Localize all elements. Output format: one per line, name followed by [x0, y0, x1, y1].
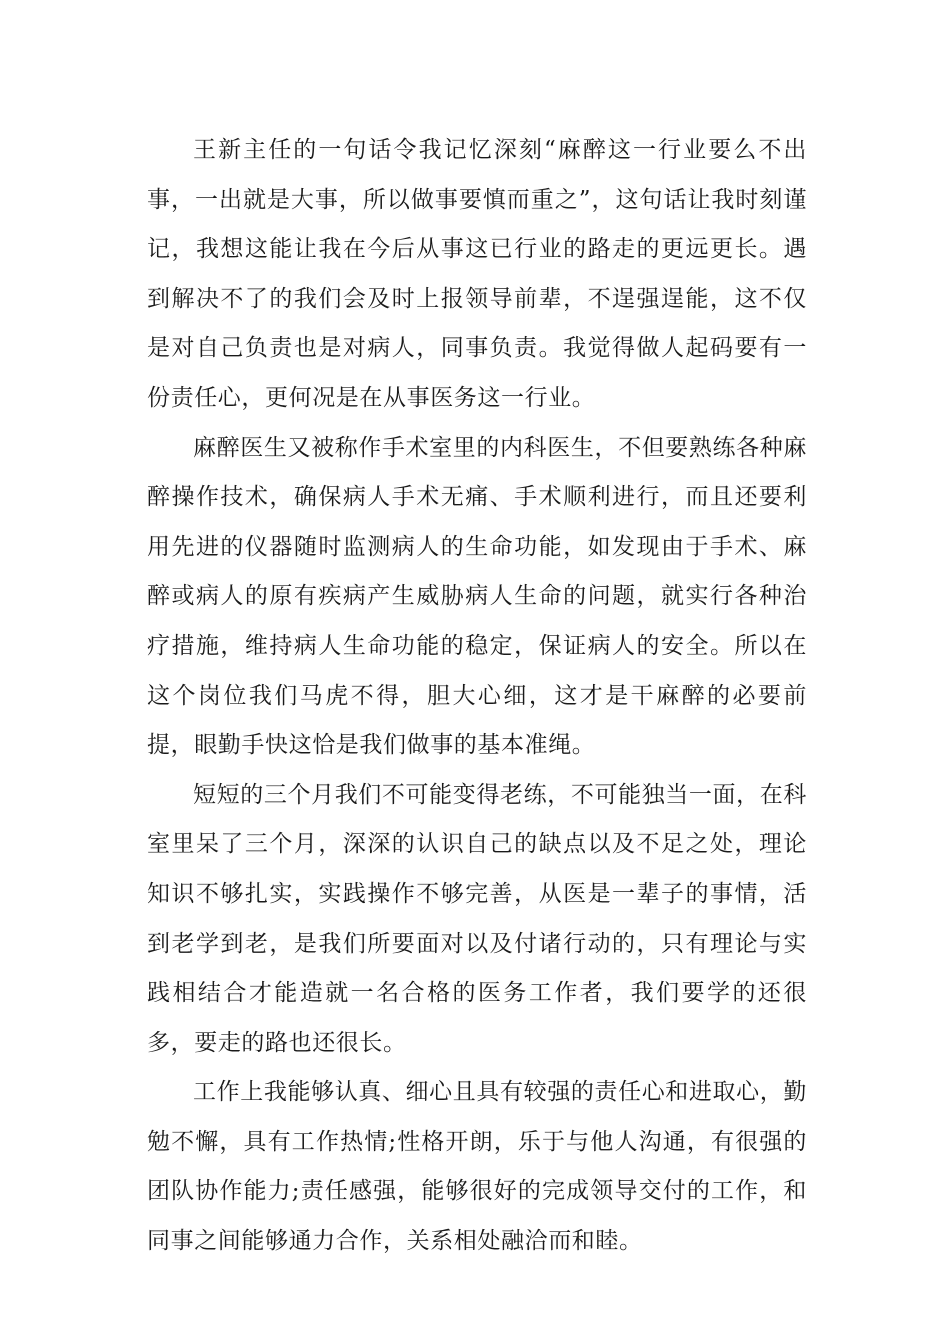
- paragraph-3: 短短的三个月我们不可能变得老练，不可能独当一面，在科室里呆了三个月，深深的认识自己的缺点以及不足之处，理论知识不够扎实，实践操作不够完善，从医是一辈子的事情，活到老学到老，是我们所要面对以及付诸行动的，只有理论与实践相结合才能造就一名合格的医务工作者，我们要学的还很多，要走的路也还很长。: [147, 781, 807, 1056]
- paragraph-2: 麻醉医生又被称作手术室里的内科医生，不但要熟练各种麻醉操作技术，确保病人手术无痛、手术顺利进行，而且还要利用先进的仪器随时监测病人的生命功能，如发现由于手术、麻醉或病人的原有疾病产生威胁病人生命的问题，就实行各种治疗措施，维持病人生命功能的稳定，保证病人的安全。所以在这个岗位我们马虎不得，胆大心细，这才是干麻醉的必要前提，眼勤手快这恰是我们做事的基本准绳。: [147, 434, 807, 759]
- paragraph-1: 王新主任的一句话令我记忆深刻“麻醉这一行业要么不出事，一出就是大事，所以做事要慎而重之”，这句话让我时刻谨记，我想这能让我在今后从事这已行业的路走的更远更长。遇到解决不了的我们会及时上报领导前辈，不逞强逞能，这不仅是对自己负责也是对病人，同事负责。我觉得做人起码要有一份责任心，更何况是在从事医务这一行业。: [147, 137, 807, 411]
- paragraph-4: 工作上我能够认真、细心且具有较强的责任心和进取心，勤勉不懈，具有工作热情;性格开朗，乐于与他人沟通，有很强的团队协作能力;责任感强，能够很好的完成领导交付的工作，和同事之间能够通力合作，关系相处融洽而和睦。: [147, 1079, 807, 1255]
- document-body: [147, 126, 807, 1267]
